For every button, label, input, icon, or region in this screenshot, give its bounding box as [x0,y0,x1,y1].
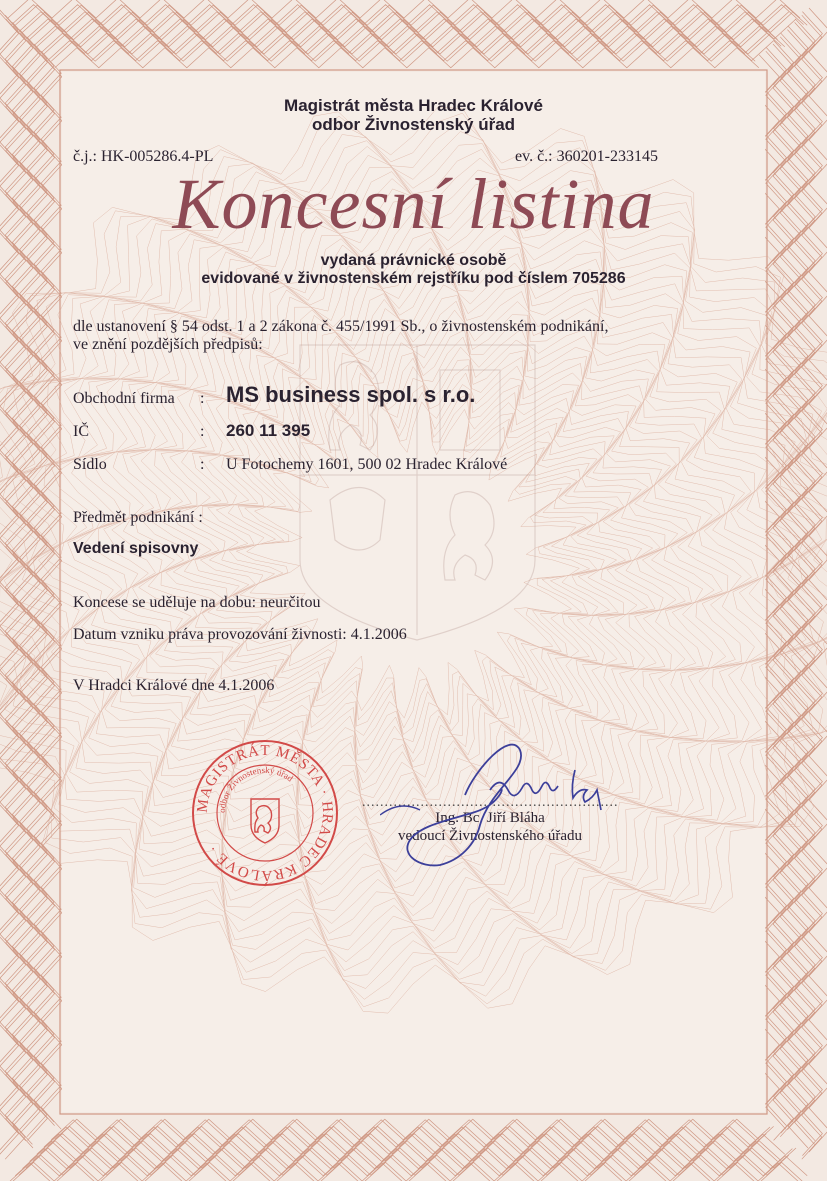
legal-basis-line1: dle ustanovení § 54 odst. 1 a 2 zákona č. 455/1991 Sb., o živnostenském podnikání, [73,318,609,335]
handwritten-signature [380,730,640,870]
business-subject-label: Předmět podnikání : [73,509,203,526]
registration-number: ev. č.: 360201-233145 [515,148,658,165]
business-subject-value: Vedení spisovny [73,540,199,557]
seat-value: U Fotochemy 1601, 500 02 Hradec Králové [226,456,508,473]
signature-line: ......................................................... [362,795,619,810]
seat-colon: : [200,456,205,473]
firm-colon: : [200,390,205,407]
concession-term: Koncese se uděluje na dobu: neurčitou [73,594,321,611]
stamp-outer-text: MAGISTRÁT MĚSTA · HRADEC KRÁLOVÉ · [194,742,336,884]
issuing-department: odbor Živnostenský úřad [311,115,516,134]
reference-number: č.j.: HK-005286.4-PL [73,148,214,165]
issuing-authority: Magistrát města Hradec Králové [284,96,543,115]
subtitle-line2: evidované v živnostenském rejstříku pod číslem 705286 [201,270,626,287]
ic-colon: : [200,423,205,440]
stamp-inner-text: odbor Živnostenský úřad [216,764,296,814]
ic-value: 260 11 395 [226,421,311,440]
legal-basis-line2: ve znění pozdějších předpisů: [73,336,263,353]
document-title: Koncesní listina [172,164,655,244]
signer-title: vedoucí Živnostenského úřadu [397,828,583,844]
subtitle-line1: vydaná právnické osobě [320,252,507,269]
place-and-date: V Hradci Králové dne 4.1.2006 [73,677,275,694]
seat-label: Sídlo [73,456,107,473]
ic-label: IČ [73,423,89,440]
signer-name: Ing. Bc. Jiří Bláha [435,810,545,826]
firm-value: MS business spol. s r.o. [226,382,476,407]
rights-start-date: Datum vzniku práva provozování živnosti: 4.1.2006 [73,626,407,643]
firm-label: Obchodní firma [73,390,175,407]
